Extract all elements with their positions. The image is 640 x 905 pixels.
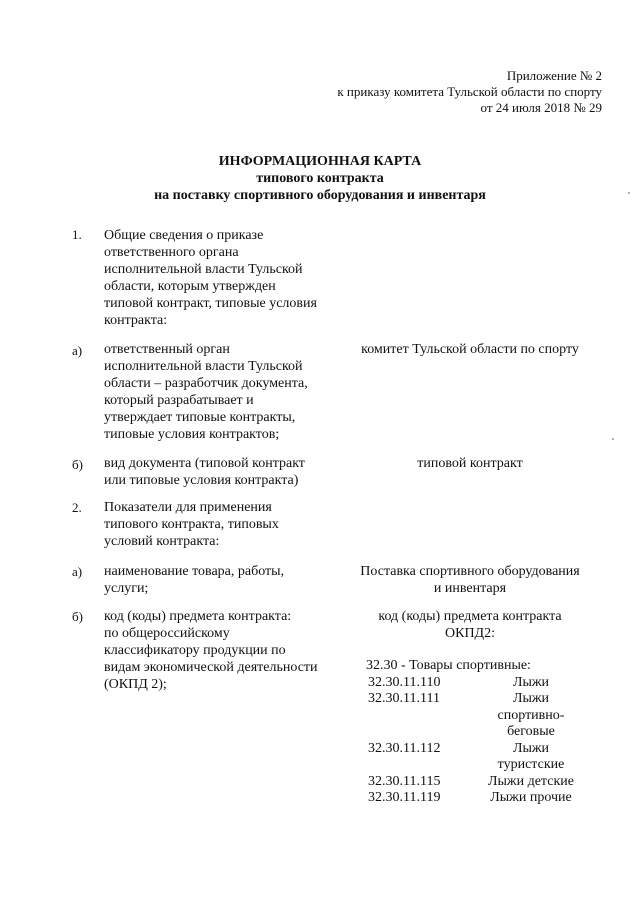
- list-item: [366, 675, 606, 692]
- text-line: утверждает типовые контракты,: [104, 410, 296, 425]
- section-2-number: 2.: [72, 500, 82, 515]
- value-line: ОКПД2:: [445, 626, 495, 641]
- text-line: типового контракта, типовых: [104, 517, 279, 532]
- section-2a-text: [104, 563, 344, 597]
- name-line: Лыжи прочие: [490, 790, 572, 805]
- list-item: [366, 790, 606, 807]
- appendix-order-date: от 24 июля 2018 № 29: [480, 100, 602, 115]
- scan-speck: [612, 438, 614, 440]
- okpd2-code: 32.30.11.119: [368, 790, 441, 805]
- name-line: Лыжи: [512, 740, 550, 756]
- text-line: Общие сведения о приказе: [104, 228, 264, 243]
- section-2a-number: а): [72, 564, 83, 579]
- document-title: [0, 153, 640, 204]
- okpd2-code: 32.30.11.112: [368, 740, 441, 756]
- text-line: области – разработчик документа,: [104, 376, 308, 391]
- text-line: области, которым утвержден: [104, 279, 276, 294]
- text-line: контракта:: [104, 313, 168, 328]
- appendix-order-ref: к приказу комитета Тульской области по спорту: [337, 84, 602, 99]
- item-name: [476, 741, 586, 774]
- value-line: и инвентаря: [433, 581, 507, 596]
- text-line: классификатору продукции по: [104, 643, 286, 658]
- section-1a-text: [104, 341, 344, 443]
- text-line: по общероссийскому: [104, 626, 230, 641]
- item-name: [476, 774, 586, 791]
- value-line: код (коды) предмета контракта: [378, 609, 562, 624]
- section-1a-number: а): [72, 343, 83, 358]
- section-2-text: [104, 499, 344, 550]
- name-line: спортивно-: [497, 707, 565, 723]
- section-1-text: [104, 227, 344, 329]
- text-line: видам экономической деятельности: [104, 660, 318, 675]
- name-line: беговые: [507, 724, 555, 739]
- section-1a-value: [340, 341, 600, 358]
- text-line: Показатели для применения: [104, 500, 272, 515]
- list-item: [366, 691, 606, 741]
- text-line: ответственный орган: [104, 342, 230, 357]
- list-item: [366, 741, 606, 774]
- text-line: или типовые условия контракта): [104, 473, 299, 488]
- title-line-2: типового контракта: [256, 171, 384, 186]
- text-line: типовой контракт, типовые условия: [104, 296, 317, 311]
- value-line: типовой контракт: [417, 456, 523, 471]
- text-line: исполнительной власти Тульской: [104, 359, 303, 374]
- section-1-number: 1.: [72, 227, 82, 242]
- okpd2-code: 32.30.11.115: [368, 773, 441, 789]
- text-line: (ОКПД 2);: [104, 677, 167, 692]
- text-line: вид документа (типовой контракт: [104, 456, 305, 471]
- okpd2-code: 32.30.11.110: [368, 674, 441, 690]
- name-line: туристские: [497, 757, 565, 772]
- scan-speck: [628, 192, 630, 194]
- item-name: [476, 790, 586, 807]
- text-line: который разрабатывает и: [104, 393, 254, 408]
- title-line-1: ИНФОРМАЦИОННАЯ КАРТА: [218, 154, 422, 169]
- text-line: услуги;: [104, 581, 149, 596]
- title-line-3: на поставку спортивного оборудования и инвентаря: [154, 188, 486, 203]
- text-line: наименование товара, работы,: [104, 564, 285, 579]
- section-1b-number: б): [72, 457, 83, 472]
- name-line: Лыжи: [512, 674, 550, 690]
- name-line: Лыжи: [512, 691, 550, 706]
- list-item: [366, 774, 606, 791]
- section-2b-text: [104, 608, 344, 693]
- text-line: условий контракта:: [104, 534, 220, 549]
- appendix-header: [337, 68, 602, 116]
- item-name: [476, 675, 586, 692]
- section-2a-value: [340, 563, 600, 597]
- text-line: типовые условия контрактов;: [104, 427, 280, 442]
- section-1b-value: [340, 455, 600, 472]
- value-line: комитет Тульской области по спорту: [361, 342, 579, 357]
- name-line: Лыжи детские: [488, 773, 574, 789]
- value-line: Поставка спортивного оборудования: [360, 564, 580, 579]
- item-name: [476, 691, 586, 741]
- text-line: ответственного органа: [104, 245, 239, 260]
- okpd2-codes-list: [366, 658, 606, 807]
- codes-group-heading: 32.30 - Товары спортивные:: [366, 658, 531, 673]
- text-line: код (коды) предмета контракта:: [104, 609, 292, 624]
- section-1b-text: [104, 455, 344, 489]
- section-2b-number: б): [72, 609, 83, 624]
- section-2b-value: [340, 608, 600, 642]
- appendix-number: Приложение № 2: [506, 68, 602, 83]
- text-line: исполнительной власти Тульской: [104, 262, 303, 277]
- okpd2-code: 32.30.11.111: [368, 691, 440, 706]
